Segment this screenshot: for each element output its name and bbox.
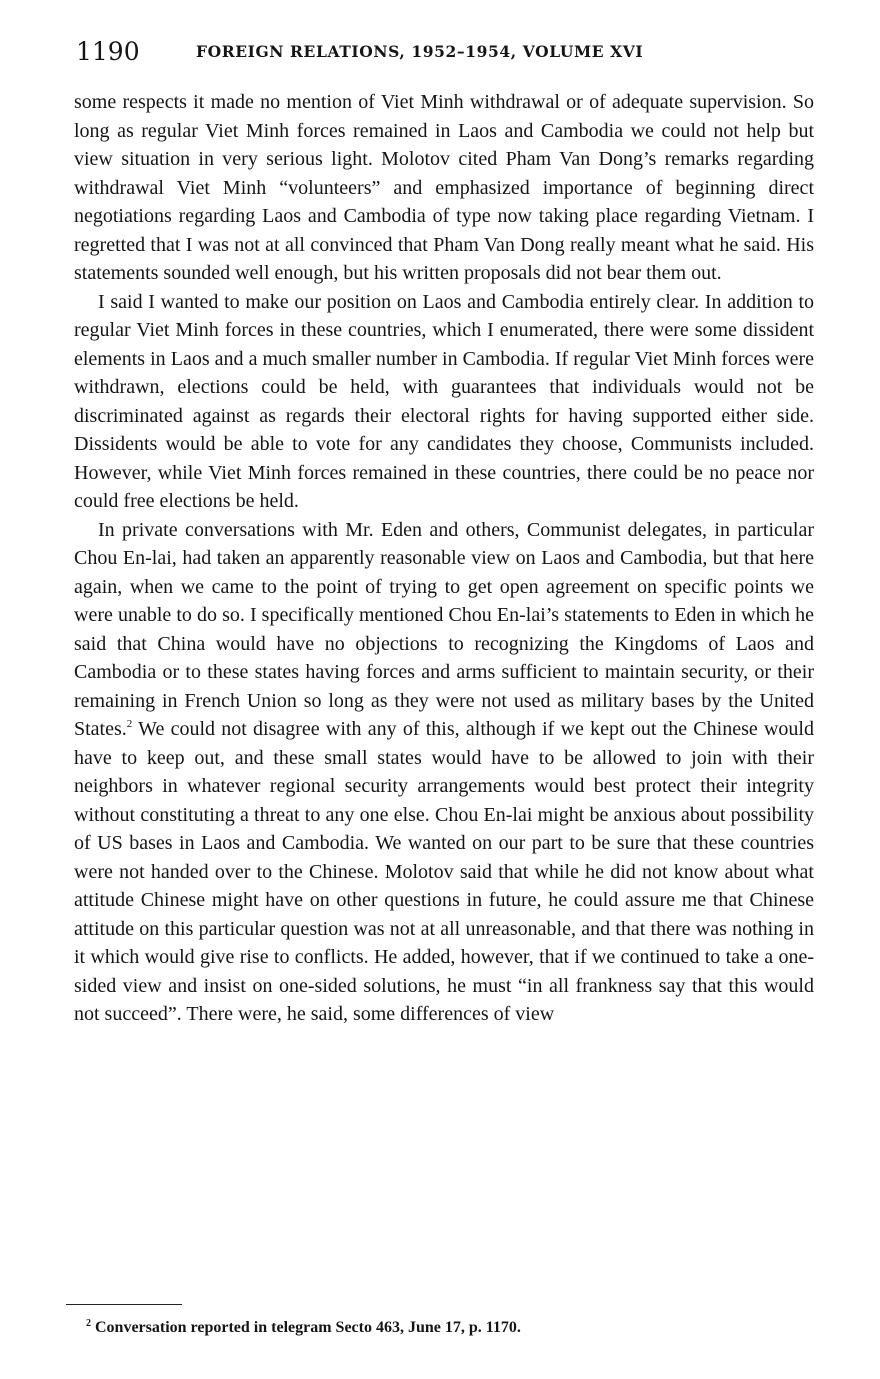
paragraph-1 [74,88,814,288]
paragraph-3-text-b: We could not disagree with any of this, although if we kept out the Chinese would have to keep out, and these small states would have to be allowed to join with their neighbors in whatever regional security arrangements would best protect their integrity without constituting a threat to any one else. Chou En-lai might be anxious about possibility of US bases in Laos and Cambodia. We wanted on our part to be sure that these countries were not handed over to the Chinese. Molotov said that while he did not know about what attitude Chinese might have on other questions in future, he could assure me that Chinese attitude on this particular question was not at all unreasonable, and that there was nothing in it which would give rise to conflicts. He added, however, that if we continued to take a one-sided view and insist on one-sided solutions, he must “in all frankness say that this would not succeed”. There were, he said, some differences of view [74,718,814,1025]
footnote-rule [66,1304,182,1305]
footnote-reference[interactable]: 2 [126,718,133,730]
paragraph-2-text: I said I wanted to make our position on Laos and Cambodia entirely clear. In addition to regular Viet Minh forces in these countries, which I enumerated, there were some dissident elements in Laos and a much smaller number in Cambodia. If regular Viet Minh forces were withdrawn, elections could be held, with guarantees that individuals would not be discriminated against as regards their electoral rights for having supported either side. Dissidents would be able to vote for any candidates they choose, Communists included. However, while Viet Minh forces remained in these countries, there could be no peace nor could free elections be held. [74,290,814,512]
running-head: FOREIGN RELATIONS, 1952–1954, VOLUME XVI [196,42,644,61]
paragraph-1-text: some respects it made no mention of Viet Minh withdrawal or of adequate supervision. So long as regular Viet Minh forces remained in Laos and Cambodia we could not help but view situation in very serious light. Molotov cited Pham Van Dong’s remarks regarding withdrawal Viet Minh “volunteers” and emphasized importance of beginning direct negotiations regarding Laos and Cambodia of type now taking place regarding Vietnam. I regretted that I was not at all convinced that Pham Van Dong really meant what he said. His statements sounded well enough, but his written proposals did not bear them out. [74,91,814,284]
paragraph-3 [74,516,814,1029]
paragraph-2 [74,288,814,516]
document-body [74,88,814,1029]
footnote [86,1316,806,1340]
page-number: 1190 [76,37,140,66]
footnote-marker: 2 [86,1318,91,1329]
footnote-text: Conversation reported in telegram Secto 463, June 17, p. 1170. [95,1319,521,1336]
page-header [76,38,808,66]
paragraph-3-text-a: In private conversations with Mr. Eden and others, Communist delegates, in particular Chou En-lai, had taken an apparently reasonable view on Laos and Cambodia, but that here again, when we came to the point of trying to get open agreement on specific points we were unable to do so. I specifically mentioned Chou En-lai’s statements to Eden in which he said that China would have no objections to recognizing the Kingdoms of Laos and Cambodia or to these states having forces and arms sufficient to maintain security, or their remaining in French Union so long as they were not used as military bases by the United States. [74,518,814,740]
